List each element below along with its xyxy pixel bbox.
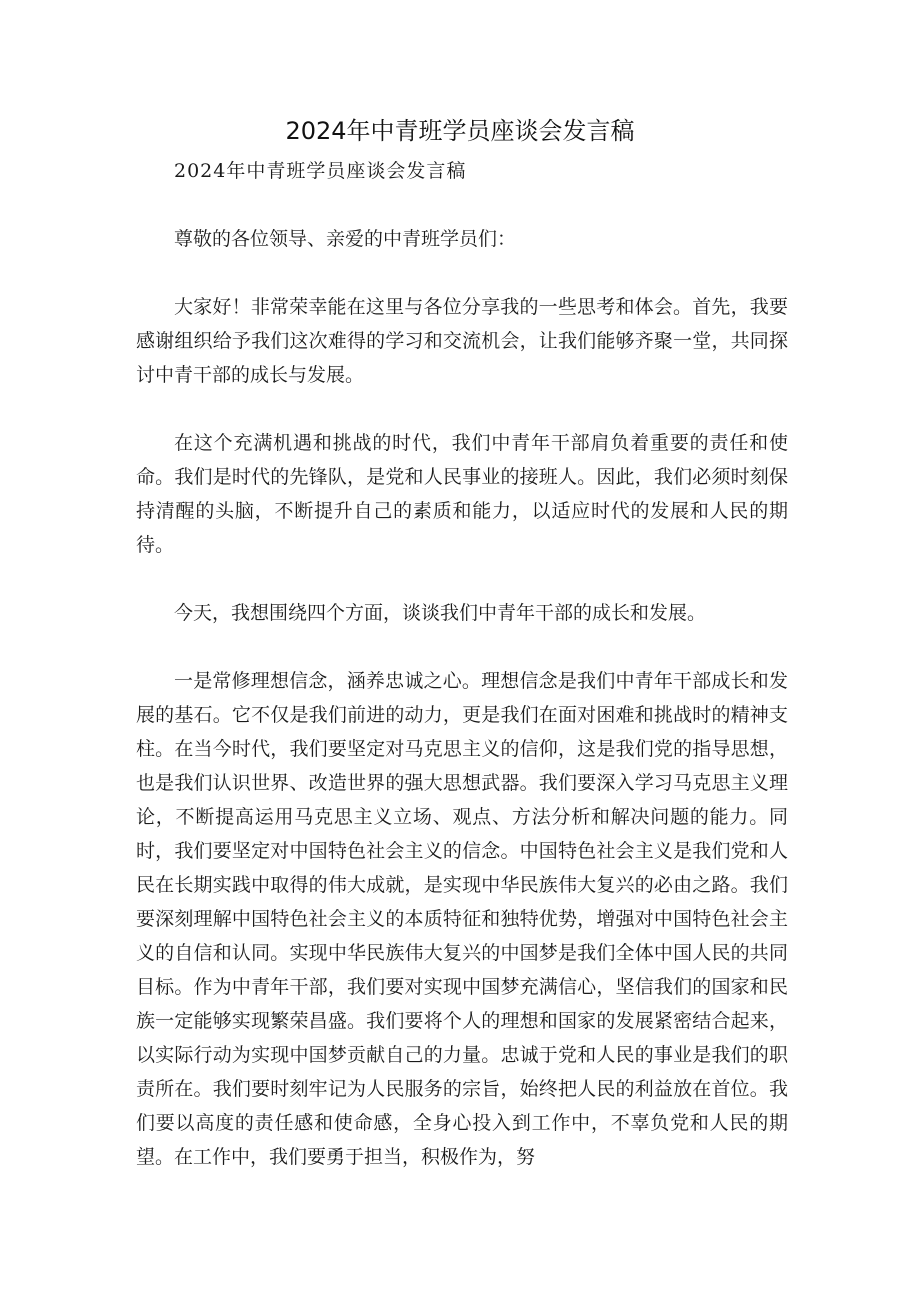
salutation-paragraph: 尊敬的各位领导、亲爱的中青班学员们： [174, 228, 517, 250]
subtitle-line: 2024年中青班学员座谈会发言稿 [174, 160, 467, 182]
first-point-paragraph: 一是常修理想信念，涵养忠诚之心。理想信念是我们中青年干部成长和发展的基石。它不仅是我们前进的动力，更是我们在面对困难和挑战时的精神支柱。在当今时代，我们要坚定对马克思主义的信仰，这是我们党的指导思想，也是我们认识世界、改造世界的强大思想武器。我们要深入学习马克思主义理论，不断提高运用马克思主义立场、观点、方法分析和解决问题的能力。同时，我们要坚定对中国特色社会主义的信念。中国特色社会主义是我们党和人民在长期实践中取得的伟大成就，是实现中华民族伟大复兴的必由之路。我们要深刻理解中国特色社会主义的本质特征和独特优势，增强对中国特色社会主义的自信和认同。实现中华民族伟大复兴的中国梦是我们全体中国人民的共同目标。作为中青年干部，我们要对实现中国梦充满信心，坚信我们的国家和民族一定能够实现繁荣昌盛。我们要将个人的理想和国家的发展紧密结合起来，以实际行动为实现中国梦贡献自己的力量。忠诚于党和人民的事业是我们的职责所在。我们要时刻牢记为人民服务的宗旨，始终把人民的利益放在首位。我们要以高度的责任感和使命感，全身心投入到工作中，不辜负党和人民的期望。在工作中，我们要勇于担当，积极作为，努 [136, 670, 788, 1168]
topic-intro-paragraph: 今天，我想围绕四个方面，谈谈我们中青年干部的成长和发展。 [174, 602, 707, 624]
context-paragraph: 在这个充满机遇和挑战的时代，我们中青年干部肩负着重要的责任和使命。我们是时代的先锋队，是党和人民事业的接班人。因此，我们必须时刻保持清醒的头脑，不断提升自己的素质和能力，以适应时代的发展和人民的期待。 [136, 432, 788, 556]
document-body [136, 154, 788, 1174]
document-title: 2024年中青班学员座谈会发言稿 [285, 117, 635, 145]
opening-paragraph: 大家好！非常荣幸能在这里与各位分享我的一些思考和体会。首先，我要感谢组织给予我们这次难得的学习和交流机会，让我们能够齐聚一堂，共同探讨中青干部的成长与发展。 [136, 296, 788, 386]
